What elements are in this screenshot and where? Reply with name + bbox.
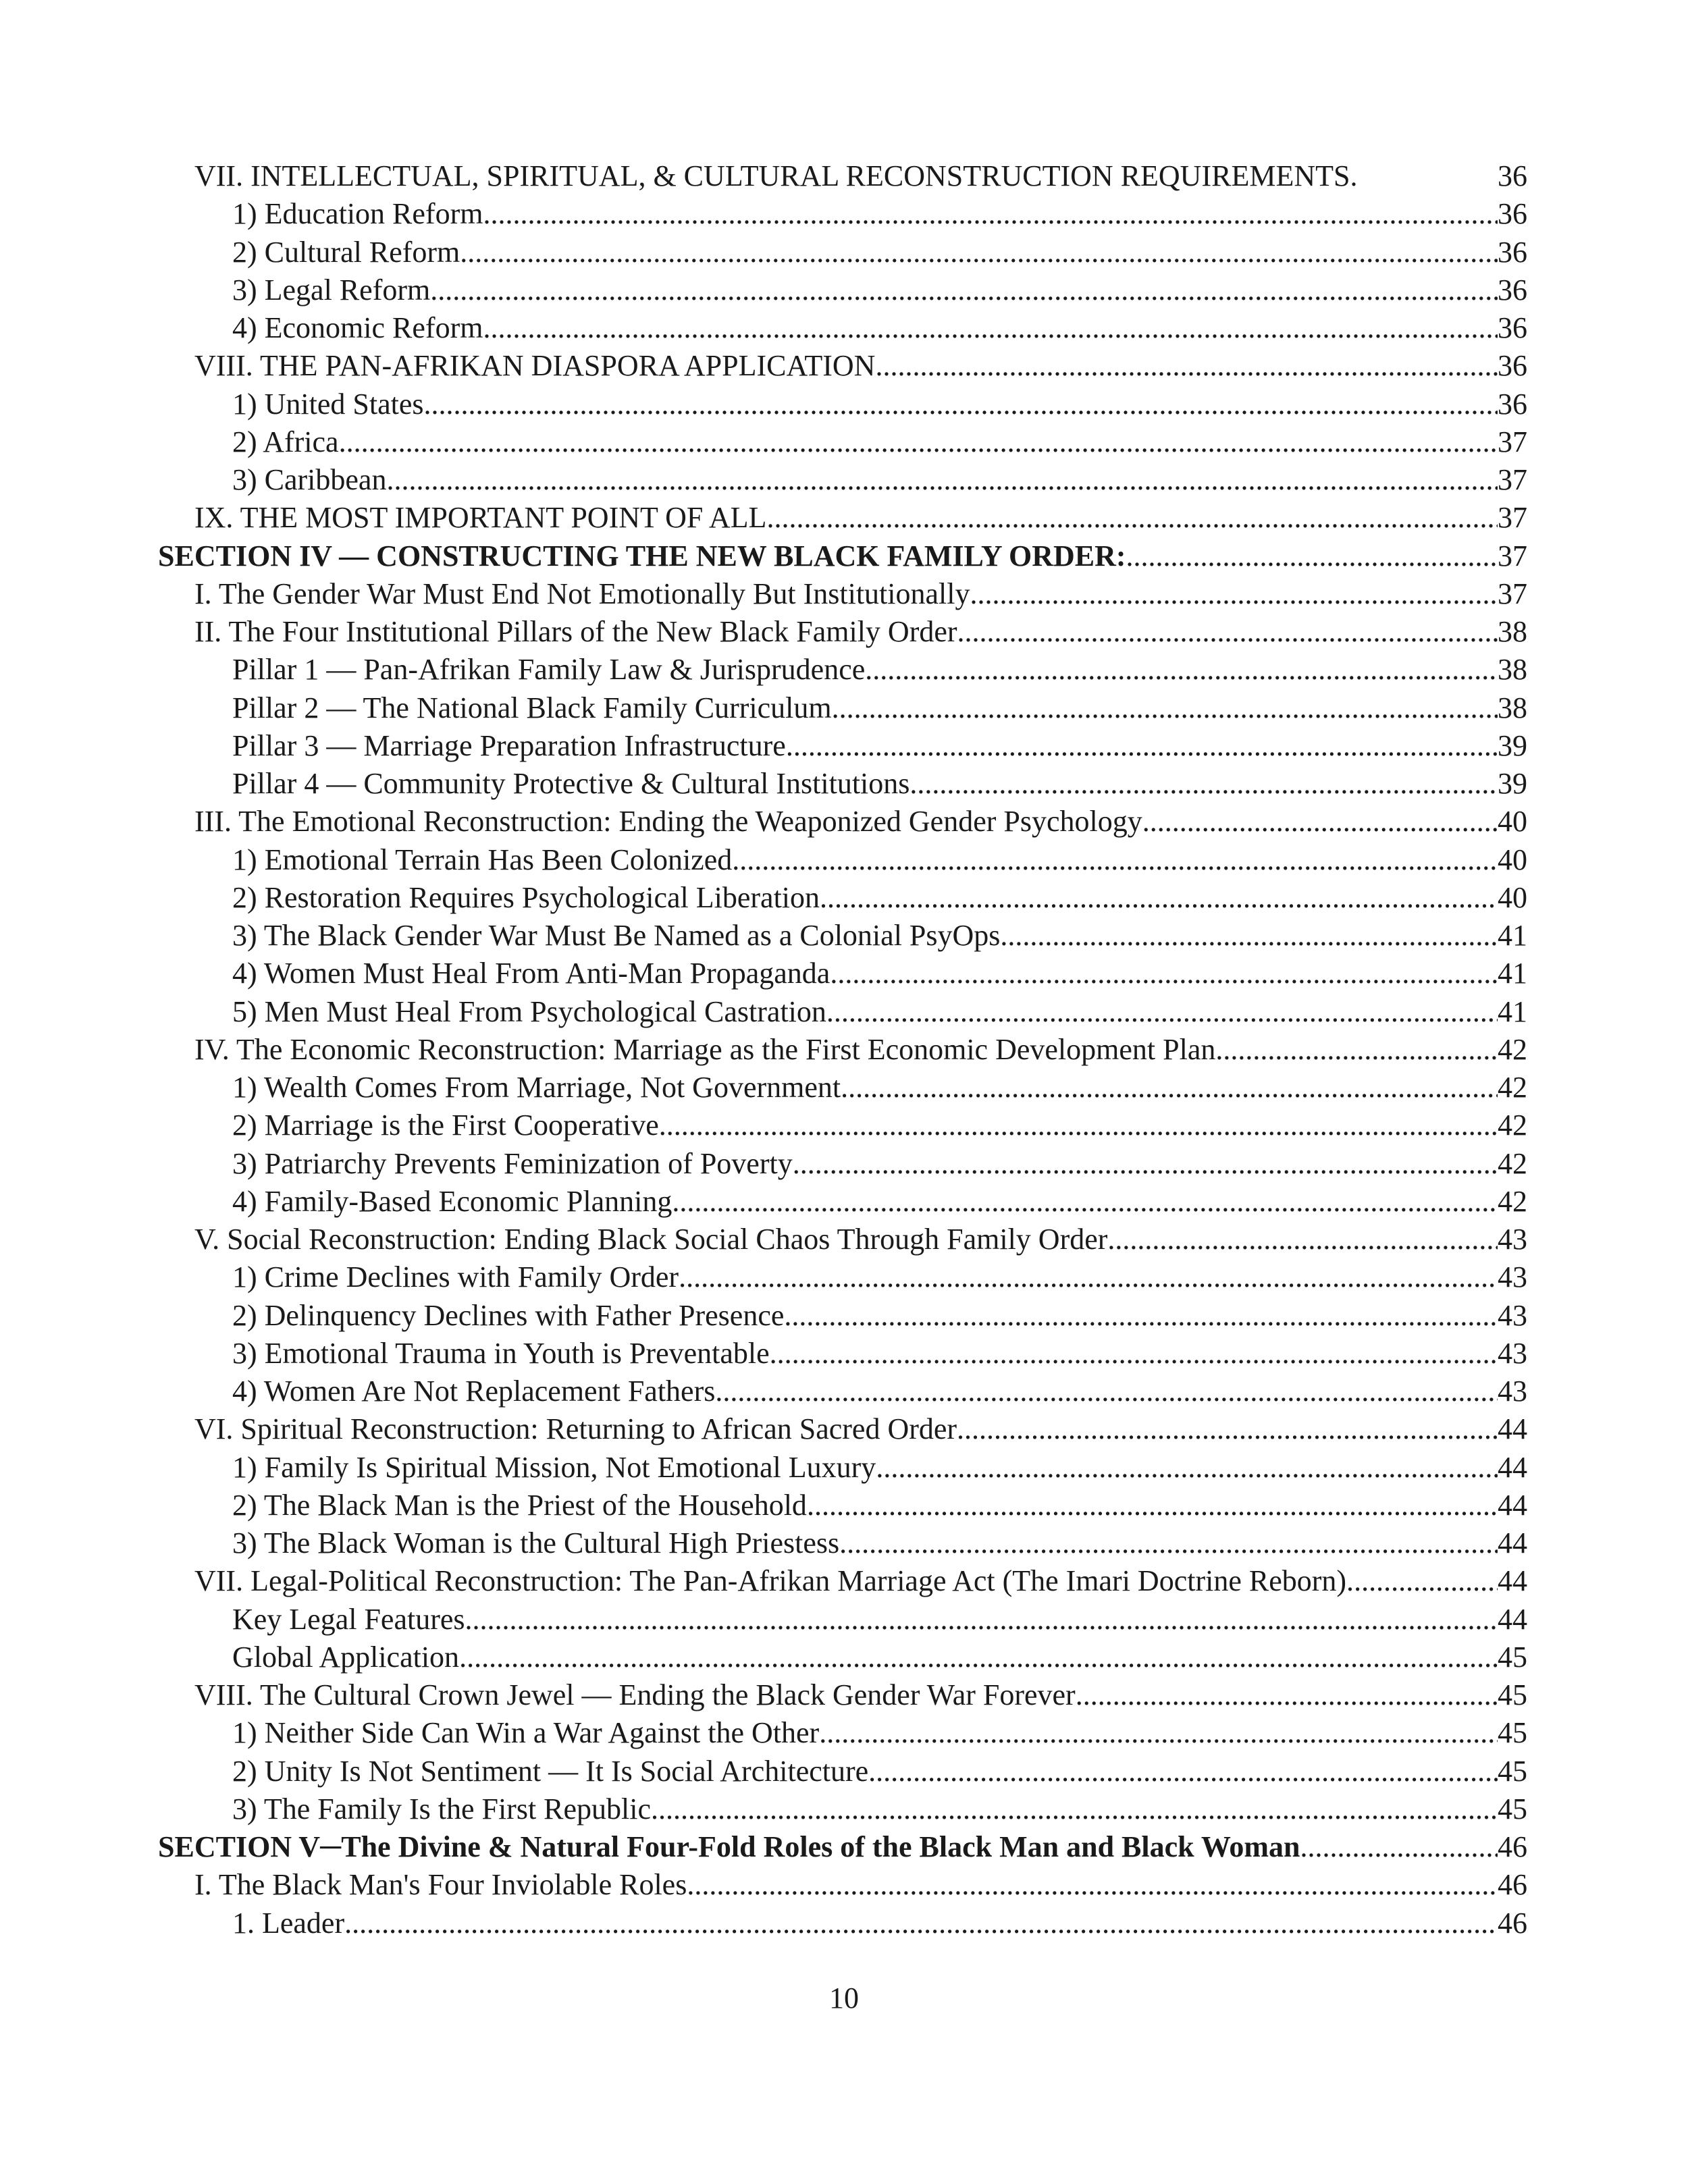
toc-dot-leader [793,1145,1498,1183]
toc-entry[interactable] [158,347,1527,385]
toc-entry-page: 44 [1498,1450,1527,1484]
toc-entry[interactable] [158,1258,1527,1296]
toc-entry-page: 43 [1498,1223,1527,1256]
toc-entry[interactable] [158,727,1527,765]
toc-entry-page: 42 [1498,1184,1527,1218]
toc-entry-title: 2) The Black Man is the Priest of the Household [232,1488,807,1522]
toc-entry-title: 1) Family Is Spiritual Mission, Not Emotional Luxury [232,1450,876,1484]
toc-entry[interactable] [158,765,1527,803]
toc-entry[interactable] [158,1069,1527,1107]
toc-entry-page: 40 [1498,880,1527,914]
toc-dot-leader [430,271,1498,309]
page-number: 10 [829,1981,859,2015]
toc-entry[interactable] [158,1866,1527,1904]
toc-entry-title: 3) The Black Gender War Must Be Named as a Colonial PsyOps [232,919,1001,952]
toc-entry-title: Pillar 1 — Pan-Afrikan Family Law & Jurisprudence [232,653,866,687]
toc-entry-page: 37 [1498,539,1527,572]
toc-entry[interactable] [158,1145,1527,1183]
toc-entry[interactable] [158,613,1527,651]
toc-entry-title: 1) Emotional Terrain Has Been Colonized [232,843,733,876]
toc-entry-title: 1) Education Reform [232,197,483,231]
toc-entry-page: 37 [1498,463,1527,496]
toc-entry[interactable] [158,1183,1527,1221]
toc-entry[interactable] [158,1335,1527,1373]
toc-entry[interactable] [158,689,1527,727]
toc-entry-title: IX. THE MOST IMPORTANT POINT OF ALL [194,501,767,535]
toc-dot-leader [386,461,1498,499]
toc-entry[interactable] [158,1031,1527,1069]
toc-entry-title: VIII. The Cultural Crown Jewel — Ending the Black Gender War Forever [194,1678,1076,1711]
toc-entry-title: I. The Black Man's Four Inviolable Roles [194,1868,687,1902]
toc-entry[interactable] [158,803,1527,841]
toc-dot-leader [807,1487,1498,1524]
toc-entry-title: VII. Legal-Political Reconstruction: The Pan-Afrikan Marriage Act (The Imari Doctrine Reborn). [194,1564,1354,1598]
toc-entry-page: 43 [1498,1375,1527,1408]
toc-entry-page: 45 [1498,1640,1527,1674]
toc-entry[interactable] [158,1373,1527,1410]
table-of-contents [158,157,1527,1942]
toc-dot-leader [344,1905,1498,1942]
toc-entry-page: 40 [1498,805,1527,838]
toc-entry[interactable] [158,1676,1527,1714]
toc-entry-title: 3) The Black Woman is the Cultural High Priestess [232,1526,840,1560]
toc-entry-page: 37 [1498,501,1527,535]
toc-entry-title: Pillar 4 — Community Protective & Cultural Institutions [232,767,910,800]
toc-entry-title: 2) Africa [232,425,339,458]
toc-entry-page: 36 [1498,273,1527,307]
toc-dot-leader [659,1107,1498,1144]
toc-dot-leader [839,1524,1498,1562]
toc-entry[interactable] [158,195,1527,233]
toc-entry-page: 45 [1498,1754,1527,1788]
toc-entry-title: 1) Wealth Comes From Marriage, Not Government [232,1071,841,1104]
toc-entry[interactable] [158,1449,1527,1487]
toc-entry-page: 46 [1498,1830,1527,1863]
toc-entry-title: 1) United States [232,387,424,421]
toc-entry-page: 43 [1498,1298,1527,1332]
toc-entry-title: 2) Delinquency Declines with Father Presence [232,1298,785,1332]
toc-entry-title: VII. INTELLECTUAL, SPIRITUAL, & CULTURAL RECONSTRUCTION REQUIREMENTS. [194,159,1358,192]
toc-entry[interactable] [158,1524,1527,1562]
toc-entry-title: 1) Crime Declines with Family Order [232,1260,679,1294]
toc-dot-leader [1354,1562,1498,1600]
toc-entry[interactable] [158,271,1527,309]
toc-dot-leader [832,689,1498,727]
toc-dot-leader [460,234,1498,271]
toc-dot-leader [868,1753,1498,1790]
toc-entry-title: 1) Neither Side Can Win a War Against the Other [232,1716,820,1750]
toc-entry-page: 44 [1498,1412,1527,1446]
toc-entry[interactable] [158,917,1527,955]
toc-dot-leader [784,1297,1498,1335]
toc-entry[interactable] [158,575,1527,613]
toc-entry-page: 42 [1498,1146,1527,1180]
toc-dot-leader [826,993,1498,1031]
toc-dot-leader [459,1639,1498,1676]
toc-dot-leader [1000,917,1498,955]
toc-entry-page: 45 [1498,1678,1527,1711]
toc-dot-leader [1215,1031,1498,1069]
toc-dot-leader [715,1373,1498,1410]
toc-entry[interactable] [158,993,1527,1031]
toc-entry-title: 2) Unity Is Not Sentiment — It Is Social Architecture [232,1754,869,1788]
toc-entry-page: 44 [1498,1602,1527,1636]
toc-entry-title: I. The Gender War Must End Not Emotionally But Institutionally [194,577,970,610]
toc-entry-page: 41 [1498,994,1527,1028]
toc-entry-title: V. Social Reconstruction: Ending Black Social Chaos Through Family Order [194,1223,1108,1256]
toc-entry[interactable] [158,234,1527,271]
toc-entry-page: 38 [1498,615,1527,648]
toc-entry-page: 36 [1498,311,1527,344]
toc-entry-page: 42 [1498,1032,1527,1066]
toc-dot-leader [957,1410,1498,1448]
toc-entry-title: 2) Restoration Requires Psychological Liberation [232,880,820,914]
toc-dot-leader [732,841,1498,879]
toc-entry-title: 1. Leader [232,1906,345,1940]
toc-entry[interactable] [158,1221,1527,1258]
toc-entry-page: 36 [1498,387,1527,421]
toc-entry[interactable] [158,499,1527,537]
toc-entry-page: 36 [1498,159,1527,192]
toc-entry[interactable] [158,1297,1527,1335]
toc-entry-title: IV. The Economic Reconstruction: Marriage as the First Economic Development Plan [194,1032,1216,1066]
toc-entry[interactable] [158,955,1527,992]
toc-entry-page: 44 [1498,1526,1527,1560]
toc-entry[interactable] [158,1905,1527,1942]
toc-entry-page: 39 [1498,728,1527,762]
toc-entry[interactable] [158,1562,1527,1600]
toc-dot-leader [339,423,1498,461]
toc-entry[interactable] [158,309,1527,347]
toc-entry-page: 41 [1498,957,1527,990]
toc-entry[interactable] [158,879,1527,917]
toc-dot-leader [770,1335,1498,1373]
toc-dot-leader [865,651,1498,689]
toc-entry[interactable] [158,1790,1527,1828]
toc-entry-page: 37 [1498,577,1527,610]
toc-dot-leader [483,309,1498,347]
toc-entry-title: Pillar 2 — The National Black Family Curriculum [232,691,832,724]
toc-dot-leader [687,1866,1498,1904]
toc-dot-leader [830,955,1498,992]
toc-entry-title: Pillar 3 — Marriage Preparation Infrastructure [232,728,786,762]
toc-entry-page: 44 [1498,1564,1527,1598]
toc-entry-title: 3) Caribbean [232,463,387,496]
toc-entry-title: Global Application [232,1640,460,1674]
toc-dot-leader [820,879,1498,917]
toc-entry[interactable] [158,157,1527,195]
toc-entries [158,157,1527,1942]
toc-entry[interactable] [158,1601,1527,1639]
toc-entry[interactable] [158,1487,1527,1524]
toc-entry-title: 4) Women Must Heal From Anti-Man Propaganda [232,957,830,990]
toc-dot-leader [672,1183,1498,1221]
toc-entry-page: 40 [1498,843,1527,876]
toc-entry[interactable] [158,1828,1527,1866]
toc-entry-page: 42 [1498,1109,1527,1142]
toc-dot-leader [1126,537,1498,575]
toc-dot-leader [786,727,1498,765]
toc-entry-title: 4) Family-Based Economic Planning [232,1184,672,1218]
toc-entry-title: 3) Legal Reform [232,273,431,307]
toc-entry[interactable] [158,841,1527,879]
toc-entry-page: 45 [1498,1792,1527,1826]
toc-entry-page: 46 [1498,1906,1527,1940]
toc-entry-title: Key Legal Features [232,1602,465,1636]
toc-entry-title: 3) The Family Is the First Republic [232,1792,652,1826]
toc-entry-title: 3) Emotional Trauma in Youth is Preventable [232,1336,770,1370]
toc-dot-leader [875,347,1498,385]
toc-entry-title: SECTION IV — CONSTRUCTING THE NEW BLACK FAMILY ORDER: [158,539,1126,572]
toc-entry[interactable] [158,651,1527,689]
toc-entry[interactable] [158,1639,1527,1676]
toc-entry-title: 2) Cultural Reform [232,235,460,269]
toc-entry-title: VIII. THE PAN-AFRIKAN DIASPORA APPLICATION [194,349,876,383]
toc-entry-page: 42 [1498,1071,1527,1104]
toc-dot-leader [970,575,1498,613]
toc-dot-leader [465,1601,1498,1639]
toc-entry[interactable] [158,1410,1527,1448]
toc-entry[interactable] [158,461,1527,499]
toc-dot-leader [766,499,1498,537]
toc-entry-title: 2) Marriage is the First Cooperative [232,1109,659,1142]
toc-entry-page: 38 [1498,653,1527,687]
toc-entry-page: 43 [1498,1260,1527,1294]
toc-dot-leader [841,1069,1498,1107]
toc-entry-page: 37 [1498,425,1527,458]
toc-dot-leader [679,1258,1498,1296]
toc-entry-title: SECTION V─The Divine & Natural Four-Fold Roles of the Black Man and Black Woman [158,1830,1300,1863]
toc-entry-page: 36 [1498,197,1527,231]
toc-entry[interactable] [158,537,1527,575]
toc-entry[interactable] [158,385,1527,423]
toc-entry-page: 36 [1498,235,1527,269]
toc-entry-title: 4) Economic Reform [232,311,483,344]
toc-dot-leader [876,1449,1498,1487]
toc-entry-page: 38 [1498,691,1527,724]
toc-entry-page: 39 [1498,767,1527,800]
toc-entry-page: 36 [1498,349,1527,383]
toc-dot-leader [1142,803,1498,841]
toc-entry-page: 44 [1498,1488,1527,1522]
toc-dot-leader [957,613,1498,651]
toc-entry-page: 43 [1498,1336,1527,1370]
toc-entry-title: VI. Spiritual Reconstruction: Returning to African Sacred Order [194,1412,957,1446]
toc-entry-page: 41 [1498,919,1527,952]
toc-dot-leader [819,1714,1498,1752]
toc-entry[interactable] [158,1753,1527,1790]
toc-dot-leader [483,195,1498,233]
toc-entry-title: III. The Emotional Reconstruction: Ending the Weaponized Gender Psychology [194,805,1142,838]
toc-entry-title: 4) Women Are Not Replacement Fathers [232,1375,716,1408]
toc-entry-page: 45 [1498,1716,1527,1750]
toc-dot-leader [909,765,1498,803]
toc-entry[interactable] [158,1714,1527,1752]
toc-entry-title: 3) Patriarchy Prevents Feminization of Poverty [232,1146,793,1180]
toc-entry-page: 46 [1498,1868,1527,1902]
toc-dot-leader [424,385,1498,423]
toc-entry[interactable] [158,423,1527,461]
toc-dot-leader [1076,1676,1498,1714]
toc-dot-leader [651,1790,1498,1828]
toc-dot-leader [1300,1828,1498,1866]
toc-entry[interactable] [158,1107,1527,1144]
toc-entry-title: II. The Four Institutional Pillars of the New Black Family Order [194,615,957,648]
toc-dot-leader [1107,1221,1498,1258]
toc-entry-title: 5) Men Must Heal From Psychological Castration [232,994,826,1028]
